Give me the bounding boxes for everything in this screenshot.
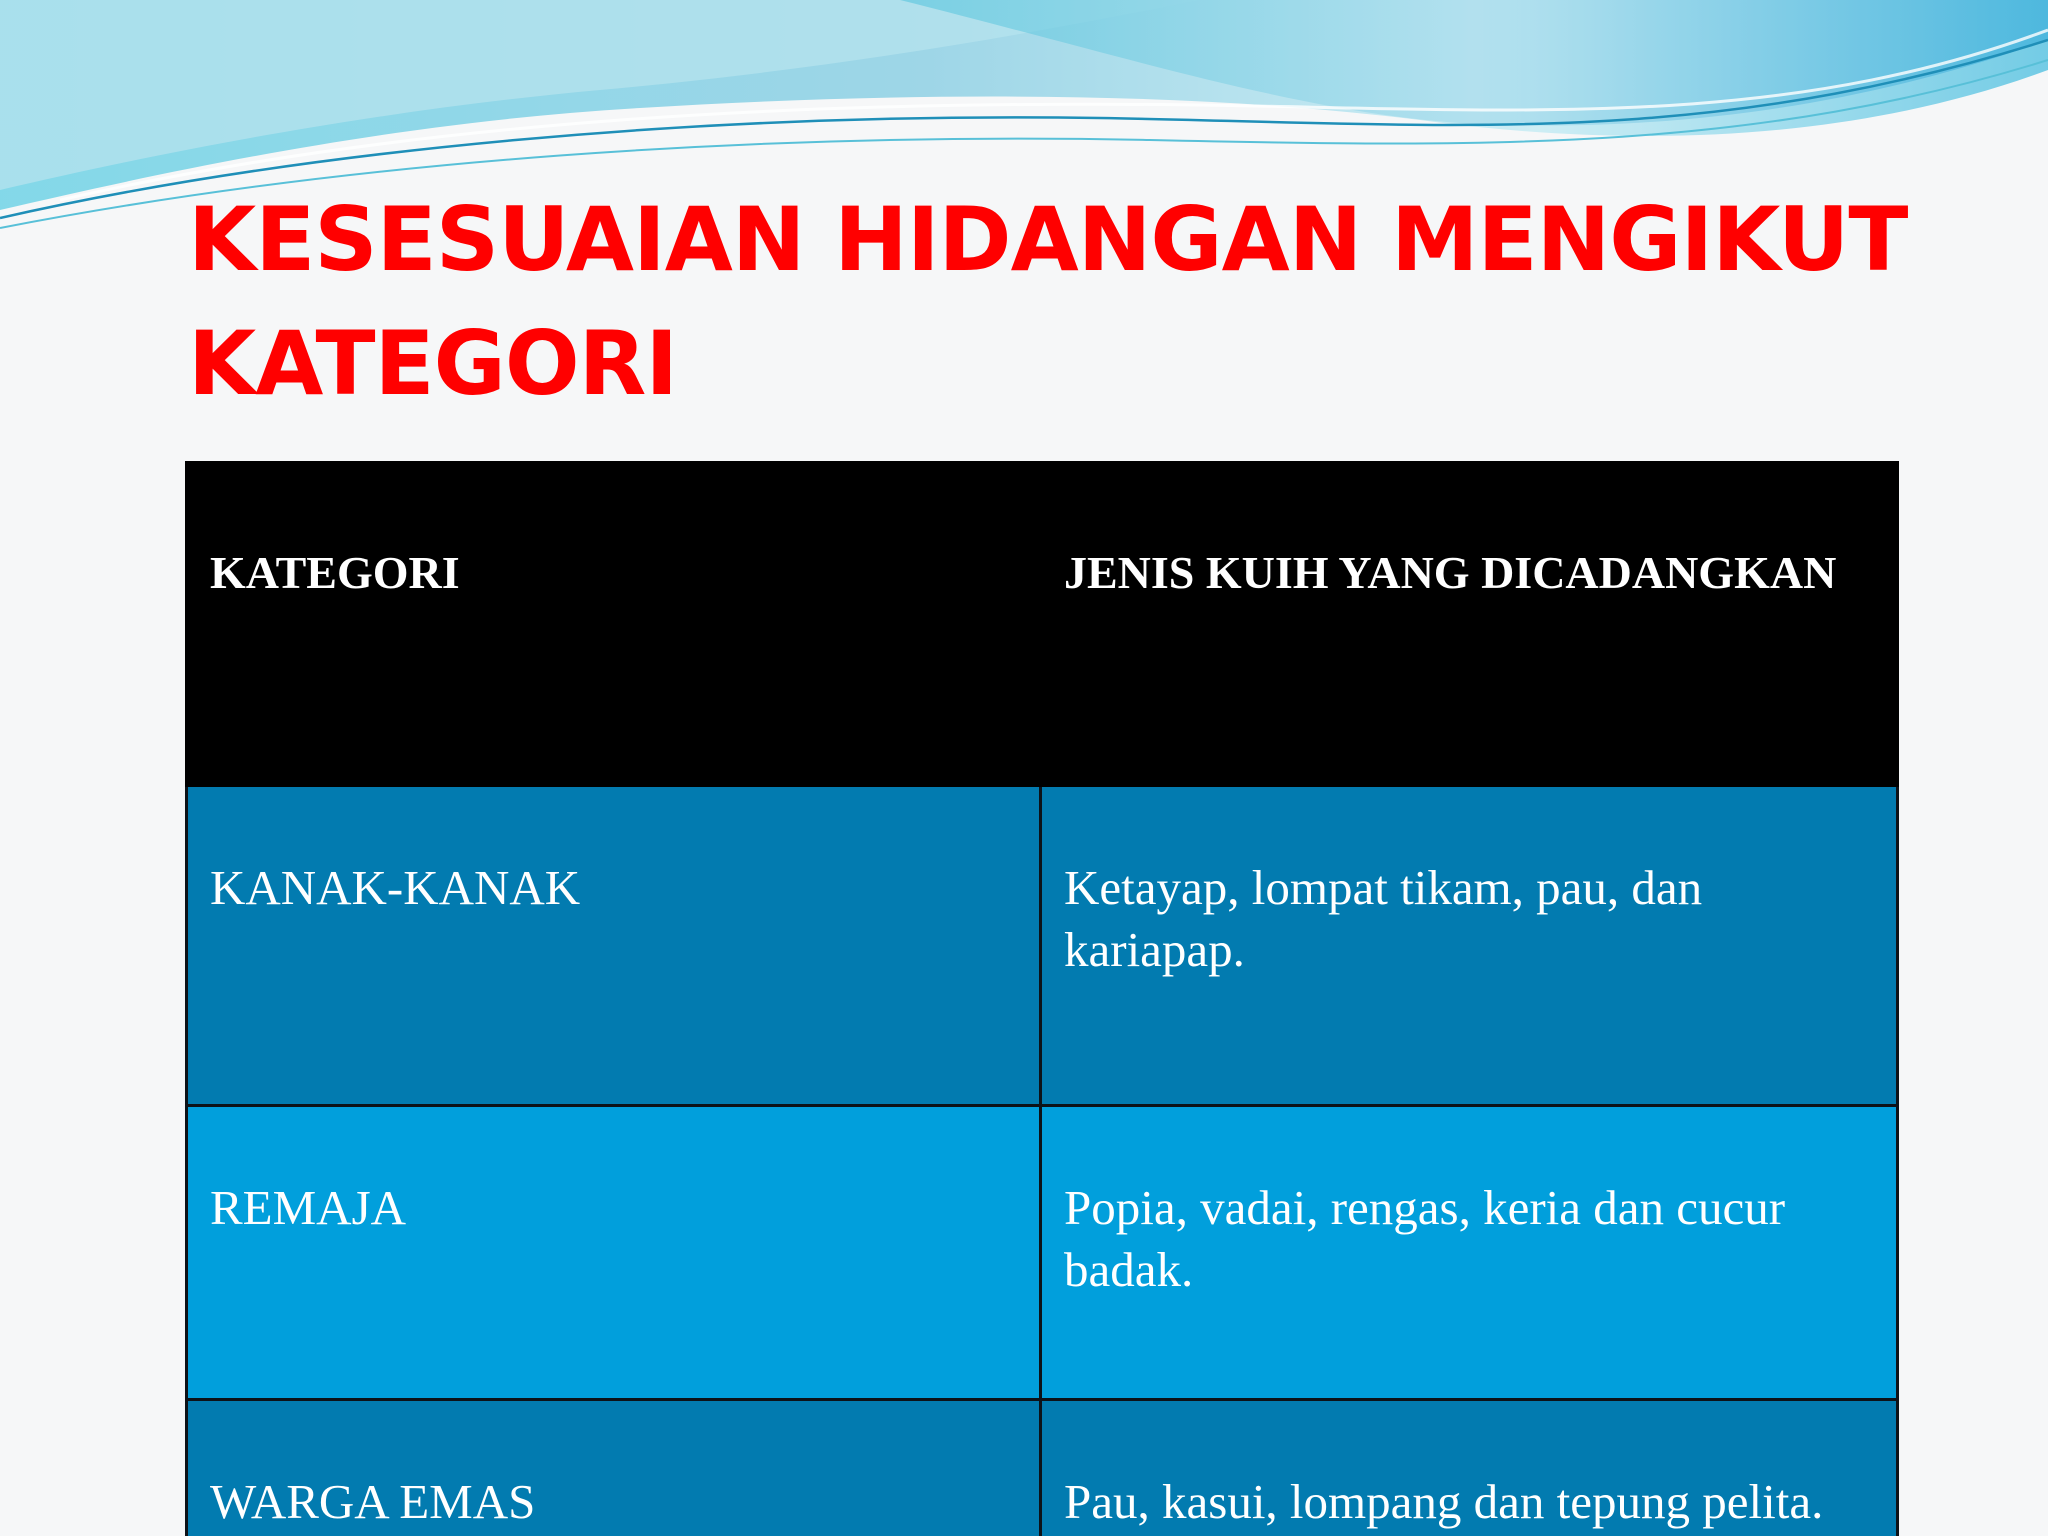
table-row (187, 1106, 1898, 1400)
table-row (187, 1400, 1898, 1536)
header-jenis-kuih: JENIS KUIH YANG DICADANGKAN (1041, 463, 1898, 786)
slide-title (188, 178, 1968, 426)
header-kategori: KATEGORI (187, 463, 1041, 786)
table-row (187, 786, 1898, 1106)
title-line-2: KATEGORI (188, 312, 678, 415)
title-line-1: KESESUAIAN HIDANGAN MENGIKUT (188, 188, 1908, 291)
dessert-table (185, 461, 1896, 1529)
category-cell: WARGA EMAS (187, 1400, 1041, 1536)
category-table (185, 461, 1899, 1536)
category-cell: KANAK-KANAK (187, 786, 1041, 1106)
table-header-row (187, 463, 1898, 786)
kuih-cell: Popia, vadai, rengas, keria dan cucur badak. (1041, 1106, 1898, 1400)
category-cell: REMAJA (187, 1106, 1041, 1400)
kuih-cell: Pau, kasui, lompang dan tepung pelita. (1041, 1400, 1898, 1536)
kuih-cell: Ketayap, lompat tikam, pau, dan kariapap. (1041, 786, 1898, 1106)
